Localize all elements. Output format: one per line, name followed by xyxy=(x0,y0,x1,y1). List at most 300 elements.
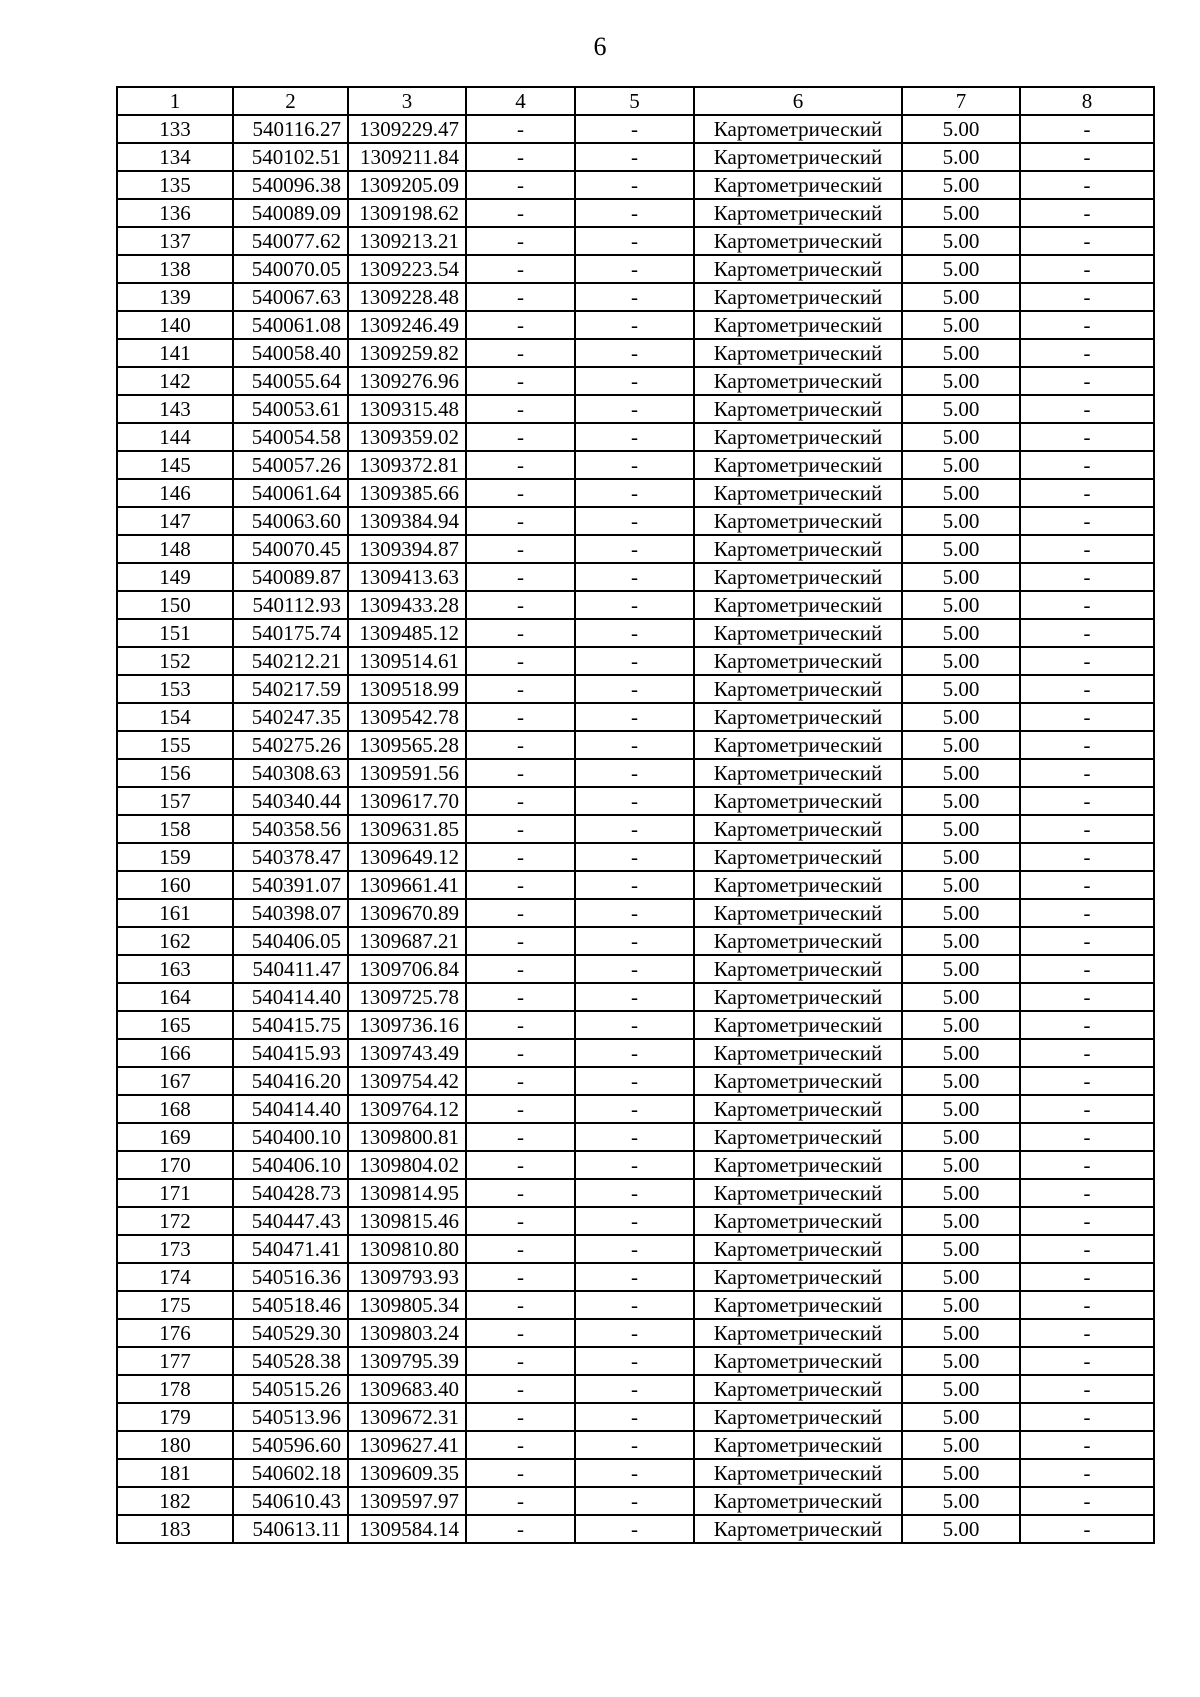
y-coordinate-cell: 1309518.99 xyxy=(348,675,466,703)
x-coordinate-cell: 540610.43 xyxy=(233,1487,348,1515)
column-8-cell: - xyxy=(1020,1067,1154,1095)
y-coordinate-cell: 1309276.96 xyxy=(348,367,466,395)
accuracy-cell: 5.00 xyxy=(902,507,1020,535)
method-cell: Картометрический xyxy=(694,1039,902,1067)
method-cell: Картометрический xyxy=(694,899,902,927)
column-5-cell: - xyxy=(575,535,694,563)
column-5-cell: - xyxy=(575,983,694,1011)
x-coordinate-cell: 540308.63 xyxy=(233,759,348,787)
accuracy-cell: 5.00 xyxy=(902,311,1020,339)
method-cell: Картометрический xyxy=(694,815,902,843)
column-8-cell: - xyxy=(1020,647,1154,675)
table-row xyxy=(117,1375,1154,1403)
x-coordinate-cell: 540053.61 xyxy=(233,395,348,423)
column-5-cell: - xyxy=(575,283,694,311)
column-4-cell: - xyxy=(466,563,575,591)
column-8-cell: - xyxy=(1020,703,1154,731)
column-4-cell: - xyxy=(466,731,575,759)
method-cell: Картометрический xyxy=(694,1095,902,1123)
column-4-cell: - xyxy=(466,1179,575,1207)
method-cell: Картометрический xyxy=(694,787,902,815)
column-8-cell: - xyxy=(1020,1263,1154,1291)
accuracy-cell: 5.00 xyxy=(902,1263,1020,1291)
method-cell: Картометрический xyxy=(694,451,902,479)
point-number-cell: 144 xyxy=(117,423,233,451)
x-coordinate-cell: 540067.63 xyxy=(233,283,348,311)
x-coordinate-cell: 540070.05 xyxy=(233,255,348,283)
accuracy-cell: 5.00 xyxy=(902,899,1020,927)
table-body xyxy=(117,115,1154,1543)
accuracy-cell: 5.00 xyxy=(902,395,1020,423)
x-coordinate-cell: 540275.26 xyxy=(233,731,348,759)
point-number-cell: 142 xyxy=(117,367,233,395)
method-cell: Картометрический xyxy=(694,1123,902,1151)
column-4-cell: - xyxy=(466,619,575,647)
column-4-cell: - xyxy=(466,703,575,731)
y-coordinate-cell: 1309223.54 xyxy=(348,255,466,283)
table-row xyxy=(117,1067,1154,1095)
column-5-cell: - xyxy=(575,815,694,843)
table-row xyxy=(117,899,1154,927)
point-number-cell: 136 xyxy=(117,199,233,227)
table-row xyxy=(117,1347,1154,1375)
accuracy-cell: 5.00 xyxy=(902,1459,1020,1487)
column-8-cell: - xyxy=(1020,955,1154,983)
column-8-cell: - xyxy=(1020,983,1154,1011)
column-5-cell: - xyxy=(575,1431,694,1459)
accuracy-cell: 5.00 xyxy=(902,1067,1020,1095)
point-number-cell: 176 xyxy=(117,1319,233,1347)
column-4-cell: - xyxy=(466,1235,575,1263)
accuracy-cell: 5.00 xyxy=(902,591,1020,619)
y-coordinate-cell: 1309609.35 xyxy=(348,1459,466,1487)
point-number-cell: 160 xyxy=(117,871,233,899)
table-row xyxy=(117,983,1154,1011)
column-5-cell: - xyxy=(575,759,694,787)
method-cell: Картометрический xyxy=(694,871,902,899)
column-5-cell: - xyxy=(575,955,694,983)
x-coordinate-cell: 540175.74 xyxy=(233,619,348,647)
column-4-cell: - xyxy=(466,1263,575,1291)
method-cell: Картометрический xyxy=(694,1179,902,1207)
column-8-cell: - xyxy=(1020,899,1154,927)
y-coordinate-cell: 1309810.80 xyxy=(348,1235,466,1263)
column-4-cell: - xyxy=(466,1067,575,1095)
y-coordinate-cell: 1309228.48 xyxy=(348,283,466,311)
column-5-cell: - xyxy=(575,1235,694,1263)
method-cell: Картометрический xyxy=(694,1207,902,1235)
point-number-cell: 163 xyxy=(117,955,233,983)
accuracy-cell: 5.00 xyxy=(902,367,1020,395)
column-5-cell: - xyxy=(575,647,694,675)
column-8-cell: - xyxy=(1020,787,1154,815)
column-4-cell: - xyxy=(466,1291,575,1319)
x-coordinate-cell: 540054.58 xyxy=(233,423,348,451)
accuracy-cell: 5.00 xyxy=(902,1207,1020,1235)
method-cell: Картометрический xyxy=(694,367,902,395)
column-8-cell: - xyxy=(1020,619,1154,647)
x-coordinate-cell: 540089.87 xyxy=(233,563,348,591)
column-8-cell: - xyxy=(1020,1319,1154,1347)
column-5-cell: - xyxy=(575,703,694,731)
table-row xyxy=(117,1291,1154,1319)
column-5-cell: - xyxy=(575,1179,694,1207)
column-5-cell: - xyxy=(575,927,694,955)
accuracy-cell: 5.00 xyxy=(902,787,1020,815)
y-coordinate-cell: 1309815.46 xyxy=(348,1207,466,1235)
column-8-cell: - xyxy=(1020,1347,1154,1375)
table-row xyxy=(117,115,1154,143)
table-row xyxy=(117,843,1154,871)
column-4-cell: - xyxy=(466,843,575,871)
method-cell: Картометрический xyxy=(694,955,902,983)
column-4-cell: - xyxy=(466,283,575,311)
column-8-cell: - xyxy=(1020,451,1154,479)
column-4-cell: - xyxy=(466,787,575,815)
point-number-cell: 151 xyxy=(117,619,233,647)
point-number-cell: 146 xyxy=(117,479,233,507)
table-row xyxy=(117,1207,1154,1235)
coordinates-table xyxy=(116,86,1155,1544)
table-row xyxy=(117,815,1154,843)
column-5-cell: - xyxy=(575,1319,694,1347)
point-number-cell: 149 xyxy=(117,563,233,591)
column-5-cell: - xyxy=(575,1515,694,1543)
y-coordinate-cell: 1309814.95 xyxy=(348,1179,466,1207)
table-row xyxy=(117,1039,1154,1067)
table-row xyxy=(117,647,1154,675)
x-coordinate-cell: 540414.40 xyxy=(233,983,348,1011)
point-number-cell: 150 xyxy=(117,591,233,619)
point-number-cell: 159 xyxy=(117,843,233,871)
column-8-cell: - xyxy=(1020,675,1154,703)
x-coordinate-cell: 540102.51 xyxy=(233,143,348,171)
column-5-cell: - xyxy=(575,675,694,703)
point-number-cell: 134 xyxy=(117,143,233,171)
x-coordinate-cell: 540358.56 xyxy=(233,815,348,843)
column-8-cell: - xyxy=(1020,1459,1154,1487)
column-5-cell: - xyxy=(575,1347,694,1375)
column-5-cell: - xyxy=(575,255,694,283)
y-coordinate-cell: 1309229.47 xyxy=(348,115,466,143)
accuracy-cell: 5.00 xyxy=(902,283,1020,311)
accuracy-cell: 5.00 xyxy=(902,647,1020,675)
point-number-cell: 156 xyxy=(117,759,233,787)
x-coordinate-cell: 540116.27 xyxy=(233,115,348,143)
method-cell: Картометрический xyxy=(694,1011,902,1039)
column-5-cell: - xyxy=(575,507,694,535)
column-5-cell: - xyxy=(575,563,694,591)
column-4-cell: - xyxy=(466,899,575,927)
column-5-cell: - xyxy=(575,843,694,871)
table-row xyxy=(117,1319,1154,1347)
x-coordinate-cell: 540070.45 xyxy=(233,535,348,563)
x-coordinate-cell: 540406.05 xyxy=(233,927,348,955)
column-4-cell: - xyxy=(466,1011,575,1039)
column-8-cell: - xyxy=(1020,1207,1154,1235)
method-cell: Картометрический xyxy=(694,507,902,535)
column-5-cell: - xyxy=(575,1291,694,1319)
column-4-cell: - xyxy=(466,199,575,227)
accuracy-cell: 5.00 xyxy=(902,815,1020,843)
table-row xyxy=(117,171,1154,199)
y-coordinate-cell: 1309631.85 xyxy=(348,815,466,843)
table-row xyxy=(117,1263,1154,1291)
method-cell: Картометрический xyxy=(694,983,902,1011)
x-coordinate-cell: 540528.38 xyxy=(233,1347,348,1375)
method-cell: Картометрический xyxy=(694,255,902,283)
y-coordinate-cell: 1309793.93 xyxy=(348,1263,466,1291)
column-5-cell: - xyxy=(575,311,694,339)
table-row xyxy=(117,1179,1154,1207)
table-row xyxy=(117,1151,1154,1179)
table-row xyxy=(117,563,1154,591)
point-number-cell: 179 xyxy=(117,1403,233,1431)
x-coordinate-cell: 540217.59 xyxy=(233,675,348,703)
column-8-cell: - xyxy=(1020,1487,1154,1515)
table-row xyxy=(117,731,1154,759)
x-coordinate-cell: 540447.43 xyxy=(233,1207,348,1235)
accuracy-cell: 5.00 xyxy=(902,227,1020,255)
column-header: 6 xyxy=(694,87,902,115)
column-5-cell: - xyxy=(575,395,694,423)
point-number-cell: 148 xyxy=(117,535,233,563)
column-4-cell: - xyxy=(466,1151,575,1179)
accuracy-cell: 5.00 xyxy=(902,1151,1020,1179)
y-coordinate-cell: 1309565.28 xyxy=(348,731,466,759)
y-coordinate-cell: 1309687.21 xyxy=(348,927,466,955)
method-cell: Картометрический xyxy=(694,227,902,255)
method-cell: Картометрический xyxy=(694,1067,902,1095)
point-number-cell: 168 xyxy=(117,1095,233,1123)
method-cell: Картометрический xyxy=(694,1319,902,1347)
x-coordinate-cell: 540057.26 xyxy=(233,451,348,479)
column-8-cell: - xyxy=(1020,227,1154,255)
table-row xyxy=(117,367,1154,395)
y-coordinate-cell: 1309683.40 xyxy=(348,1375,466,1403)
x-coordinate-cell: 540340.44 xyxy=(233,787,348,815)
table-row xyxy=(117,787,1154,815)
column-5-cell: - xyxy=(575,619,694,647)
accuracy-cell: 5.00 xyxy=(902,423,1020,451)
accuracy-cell: 5.00 xyxy=(902,619,1020,647)
y-coordinate-cell: 1309485.12 xyxy=(348,619,466,647)
table-row xyxy=(117,1515,1154,1543)
column-header: 3 xyxy=(348,87,466,115)
method-cell: Картометрический xyxy=(694,1375,902,1403)
y-coordinate-cell: 1309591.56 xyxy=(348,759,466,787)
accuracy-cell: 5.00 xyxy=(902,871,1020,899)
y-coordinate-cell: 1309754.42 xyxy=(348,1067,466,1095)
method-cell: Картометрический xyxy=(694,1487,902,1515)
method-cell: Картометрический xyxy=(694,115,902,143)
column-8-cell: - xyxy=(1020,255,1154,283)
column-8-cell: - xyxy=(1020,1375,1154,1403)
method-cell: Картометрический xyxy=(694,1431,902,1459)
table-row xyxy=(117,675,1154,703)
x-coordinate-cell: 540415.75 xyxy=(233,1011,348,1039)
column-5-cell: - xyxy=(575,1095,694,1123)
x-coordinate-cell: 540416.20 xyxy=(233,1067,348,1095)
accuracy-cell: 5.00 xyxy=(902,563,1020,591)
y-coordinate-cell: 1309803.24 xyxy=(348,1319,466,1347)
column-4-cell: - xyxy=(466,115,575,143)
table-row xyxy=(117,479,1154,507)
table-row xyxy=(117,955,1154,983)
column-8-cell: - xyxy=(1020,927,1154,955)
method-cell: Картометрический xyxy=(694,731,902,759)
point-number-cell: 181 xyxy=(117,1459,233,1487)
column-8-cell: - xyxy=(1020,1235,1154,1263)
accuracy-cell: 5.00 xyxy=(902,1487,1020,1515)
column-5-cell: - xyxy=(575,1459,694,1487)
method-cell: Картометрический xyxy=(694,535,902,563)
column-4-cell: - xyxy=(466,1095,575,1123)
point-number-cell: 143 xyxy=(117,395,233,423)
accuracy-cell: 5.00 xyxy=(902,199,1020,227)
column-8-cell: - xyxy=(1020,339,1154,367)
column-8-cell: - xyxy=(1020,115,1154,143)
y-coordinate-cell: 1309394.87 xyxy=(348,535,466,563)
point-number-cell: 152 xyxy=(117,647,233,675)
point-number-cell: 153 xyxy=(117,675,233,703)
method-cell: Картометрический xyxy=(694,759,902,787)
y-coordinate-cell: 1309384.94 xyxy=(348,507,466,535)
method-cell: Картометрический xyxy=(694,1347,902,1375)
accuracy-cell: 5.00 xyxy=(902,1515,1020,1543)
table-row xyxy=(117,451,1154,479)
column-8-cell: - xyxy=(1020,395,1154,423)
y-coordinate-cell: 1309627.41 xyxy=(348,1431,466,1459)
point-number-cell: 164 xyxy=(117,983,233,1011)
column-4-cell: - xyxy=(466,451,575,479)
accuracy-cell: 5.00 xyxy=(902,731,1020,759)
method-cell: Картометрический xyxy=(694,591,902,619)
point-number-cell: 138 xyxy=(117,255,233,283)
column-8-cell: - xyxy=(1020,171,1154,199)
column-8-cell: - xyxy=(1020,423,1154,451)
x-coordinate-cell: 540602.18 xyxy=(233,1459,348,1487)
method-cell: Картометрический xyxy=(694,1235,902,1263)
column-5-cell: - xyxy=(575,143,694,171)
x-coordinate-cell: 540613.11 xyxy=(233,1515,348,1543)
column-4-cell: - xyxy=(466,479,575,507)
table-row xyxy=(117,339,1154,367)
method-cell: Картометрический xyxy=(694,619,902,647)
column-4-cell: - xyxy=(466,1123,575,1151)
column-5-cell: - xyxy=(575,423,694,451)
method-cell: Картометрический xyxy=(694,1459,902,1487)
page-number: 6 xyxy=(593,32,607,61)
accuracy-cell: 5.00 xyxy=(902,955,1020,983)
table-row xyxy=(117,703,1154,731)
column-5-cell: - xyxy=(575,451,694,479)
column-header: 5 xyxy=(575,87,694,115)
column-5-cell: - xyxy=(575,1067,694,1095)
y-coordinate-cell: 1309805.34 xyxy=(348,1291,466,1319)
x-coordinate-cell: 540516.36 xyxy=(233,1263,348,1291)
y-coordinate-cell: 1309661.41 xyxy=(348,871,466,899)
accuracy-cell: 5.00 xyxy=(902,1039,1020,1067)
column-4-cell: - xyxy=(466,227,575,255)
column-5-cell: - xyxy=(575,227,694,255)
y-coordinate-cell: 1309736.16 xyxy=(348,1011,466,1039)
method-cell: Картометрический xyxy=(694,171,902,199)
column-8-cell: - xyxy=(1020,759,1154,787)
column-5-cell: - xyxy=(575,171,694,199)
y-coordinate-cell: 1309259.82 xyxy=(348,339,466,367)
column-5-cell: - xyxy=(575,199,694,227)
column-8-cell: - xyxy=(1020,563,1154,591)
x-coordinate-cell: 540089.09 xyxy=(233,199,348,227)
column-4-cell: - xyxy=(466,1207,575,1235)
accuracy-cell: 5.00 xyxy=(902,1235,1020,1263)
point-number-cell: 162 xyxy=(117,927,233,955)
column-5-cell: - xyxy=(575,899,694,927)
column-5-cell: - xyxy=(575,1011,694,1039)
x-coordinate-cell: 540055.64 xyxy=(233,367,348,395)
accuracy-cell: 5.00 xyxy=(902,1431,1020,1459)
column-8-cell: - xyxy=(1020,143,1154,171)
column-4-cell: - xyxy=(466,255,575,283)
column-5-cell: - xyxy=(575,731,694,759)
accuracy-cell: 5.00 xyxy=(902,1375,1020,1403)
accuracy-cell: 5.00 xyxy=(902,1291,1020,1319)
point-number-cell: 174 xyxy=(117,1263,233,1291)
x-coordinate-cell: 540398.07 xyxy=(233,899,348,927)
column-5-cell: - xyxy=(575,591,694,619)
point-number-cell: 154 xyxy=(117,703,233,731)
accuracy-cell: 5.00 xyxy=(902,143,1020,171)
y-coordinate-cell: 1309198.62 xyxy=(348,199,466,227)
accuracy-cell: 5.00 xyxy=(902,1095,1020,1123)
column-8-cell: - xyxy=(1020,479,1154,507)
x-coordinate-cell: 540515.26 xyxy=(233,1375,348,1403)
column-8-cell: - xyxy=(1020,1095,1154,1123)
accuracy-cell: 5.00 xyxy=(902,927,1020,955)
table-row xyxy=(117,871,1154,899)
column-5-cell: - xyxy=(575,1375,694,1403)
method-cell: Картометрический xyxy=(694,479,902,507)
accuracy-cell: 5.00 xyxy=(902,451,1020,479)
method-cell: Картометрический xyxy=(694,675,902,703)
method-cell: Картометрический xyxy=(694,1403,902,1431)
column-8-cell: - xyxy=(1020,871,1154,899)
column-4-cell: - xyxy=(466,143,575,171)
table-row xyxy=(117,283,1154,311)
y-coordinate-cell: 1309315.48 xyxy=(348,395,466,423)
x-coordinate-cell: 540096.38 xyxy=(233,171,348,199)
column-8-cell: - xyxy=(1020,1179,1154,1207)
column-5-cell: - xyxy=(575,1263,694,1291)
accuracy-cell: 5.00 xyxy=(902,1319,1020,1347)
x-coordinate-cell: 540058.40 xyxy=(233,339,348,367)
column-5-cell: - xyxy=(575,1123,694,1151)
column-4-cell: - xyxy=(466,647,575,675)
y-coordinate-cell: 1309597.97 xyxy=(348,1487,466,1515)
x-coordinate-cell: 540061.64 xyxy=(233,479,348,507)
column-8-cell: - xyxy=(1020,1431,1154,1459)
column-4-cell: - xyxy=(466,1459,575,1487)
y-coordinate-cell: 1309800.81 xyxy=(348,1123,466,1151)
column-8-cell: - xyxy=(1020,199,1154,227)
table-row xyxy=(117,1095,1154,1123)
column-4-cell: - xyxy=(466,871,575,899)
column-8-cell: - xyxy=(1020,1011,1154,1039)
column-header: 7 xyxy=(902,87,1020,115)
table-row xyxy=(117,1011,1154,1039)
accuracy-cell: 5.00 xyxy=(902,1011,1020,1039)
